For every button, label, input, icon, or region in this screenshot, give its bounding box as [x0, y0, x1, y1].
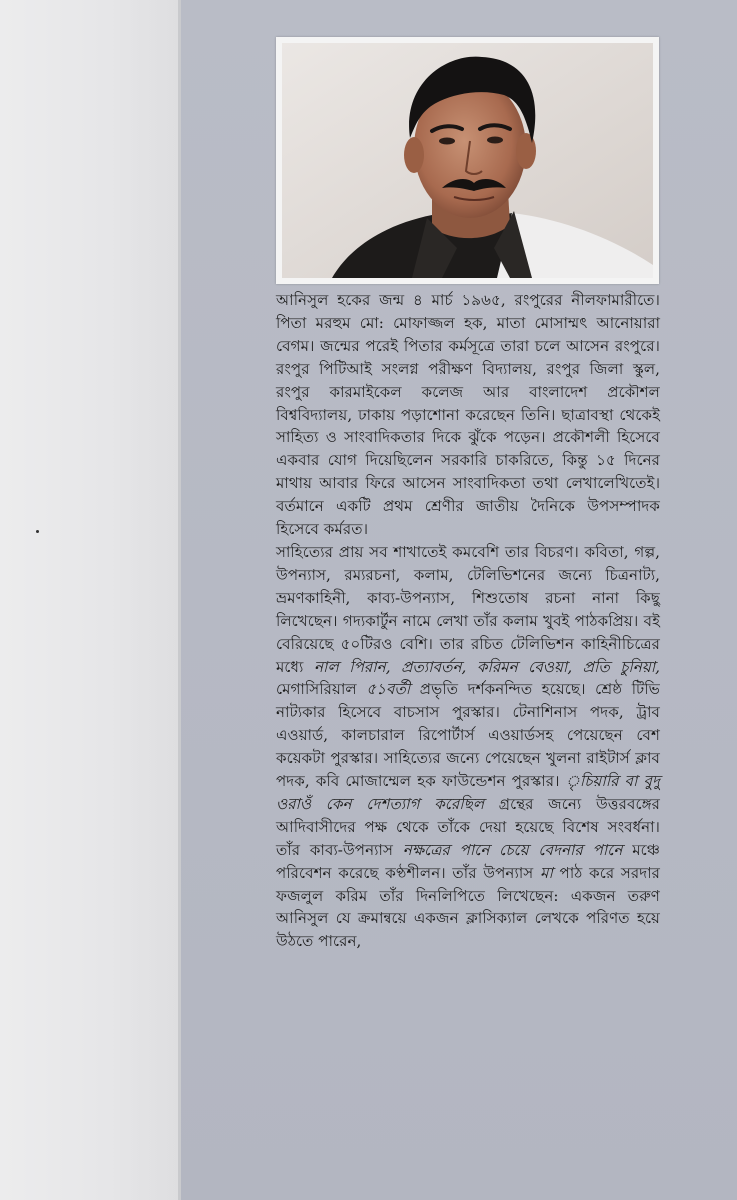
bio-text-segment: মঞ্চে পরিবেশন করেছে কণ্ঠশীলন। তাঁর উপন্যাস [276, 840, 660, 882]
bio-text-segment: প্রভৃতি দর্শকনন্দিত হয়েছে। শ্রেষ্ঠ টিভি নাট্যকার হিসেবে বাচসাস পুরস্কার। টেনাশিনাস পদক, ট্রাব এওয়ার্ড, কালচারাল রিপোর্টার্স এওয়ার্ডসহ পেয়েছেন বেশ কয়েকটা পুরস্কার। সাহিত্যের জন্যে পেয়েছেন খুলনা রাইটার্স ক্লাব পদক, কবি মোজাম্মেল হক ফাউন্ডেশন পুরস্কার। [276, 680, 660, 791]
author-portrait-icon [282, 43, 653, 278]
portrait-illustration [282, 43, 653, 278]
bio-paragraph-2 [276, 541, 660, 953]
tv-titles: নাল পিরান, প্রত্যাবর্তন, করিমন বেওয়া, প্রতি চুনিয়া, [313, 657, 661, 676]
author-biography [276, 289, 660, 953]
bio-paragraph-1: আনিসুল হকের জন্ম ৪ মার্চ ১৯৬৫, রংপুরের নীলফামারীতে। পিতা মরহুম মো: মোফাজ্জল হক, মাতা মোসাম্মৎ আনোয়ারা বেগম। জন্মের পরেই পিতার কর্মসূত্রে তারা চলে আসেন রংপুরে। রংপুর পিটিআই সংলগ্ন পরীক্ষণ বিদ্যালয়, রংপুর জিলা স্কুল, রংপুর কারমাইকেল কলেজ আর বাংলাদেশ প্রকৌশল বিশ্ববিদ্যালয়, ঢাকায় পড়াশোনা করেছেন তিনি। ছাত্রাবস্থা থেকেই সাহিত্য ও সাংবাদিকতার দিকে ঝুঁকে পড়েন। প্রকৌশলী হিসেবে একবার যোগ দিয়েছিলেন সরকারি চাকরিতে, কিন্তু ১৫ দিনের মাথায় আবার ফিরে আসেন সাংবাদিকতা তথা লেখালেখিতেই। বর্তমানে একটি প্রথম শ্রেণীর জাতীয় দৈনিকে উপসম্পাদক হিসেবে কর্মরত। [276, 291, 660, 539]
bio-text-segment: সাহিত্যের প্রায় সব শাখাতেই কমবেশি তার বিচরণ। কবিতা, গল্প, উপন্যাস, রম্যরচনা, কলাম, টেলিভিশনের জন্যে চিত্রনাট্য, ভ্রমণকাহিনী, কাব্য-উপন্যাস, শিশুতোষ রচনা নানা কিছু লিখেছেন। গদ্যকার্টুন নামে লেখা তাঁর কলাম খুবই পাঠকপ্রিয়। বই বেরিয়েছে ৫০টিরও বেশি। তার রচিত টেলিভিশন কাহিনীচিত্রের মধ্যে [276, 542, 660, 676]
back-cover-flap [0, 0, 180, 1200]
bio-text-segment: গ্রন্থের জন্যে উত্তরবঙ্গের আদিবাসীদের পক্ষ থেকে তাঁকে দেয়া হয়েছে বিশেষ সংবর্ধনা। তাঁর কাব্য-উপন্যাস [276, 794, 660, 859]
megaserial-title: ৫১বর্তী [366, 680, 411, 699]
book-title-nakkhatra: নক্ষত্রের পানে চেয়ে বেদনার পানে [402, 840, 623, 859]
book-title-chiyari: ৃচিয়ারি বা বুদু ওরাওঁ কেন দেশত্যাগ করেছিল [276, 772, 660, 813]
paper-speck [36, 530, 39, 533]
bio-text-segment: মেগাসিরিয়াল [276, 680, 367, 699]
author-photo-frame [276, 37, 659, 284]
book-title-ma: মা [540, 863, 553, 882]
bio-text-segment: পাঠ করে সরদার ফজলুল করিম তাঁর দিনলিপিতে লিখেছেন: একজন তরুণ আনিসুল যে ক্রমান্বয়ে একজন ক্লাসিক্যাল লেখকে পরিণত হয়ে উঠতে পারেন, [276, 863, 660, 951]
